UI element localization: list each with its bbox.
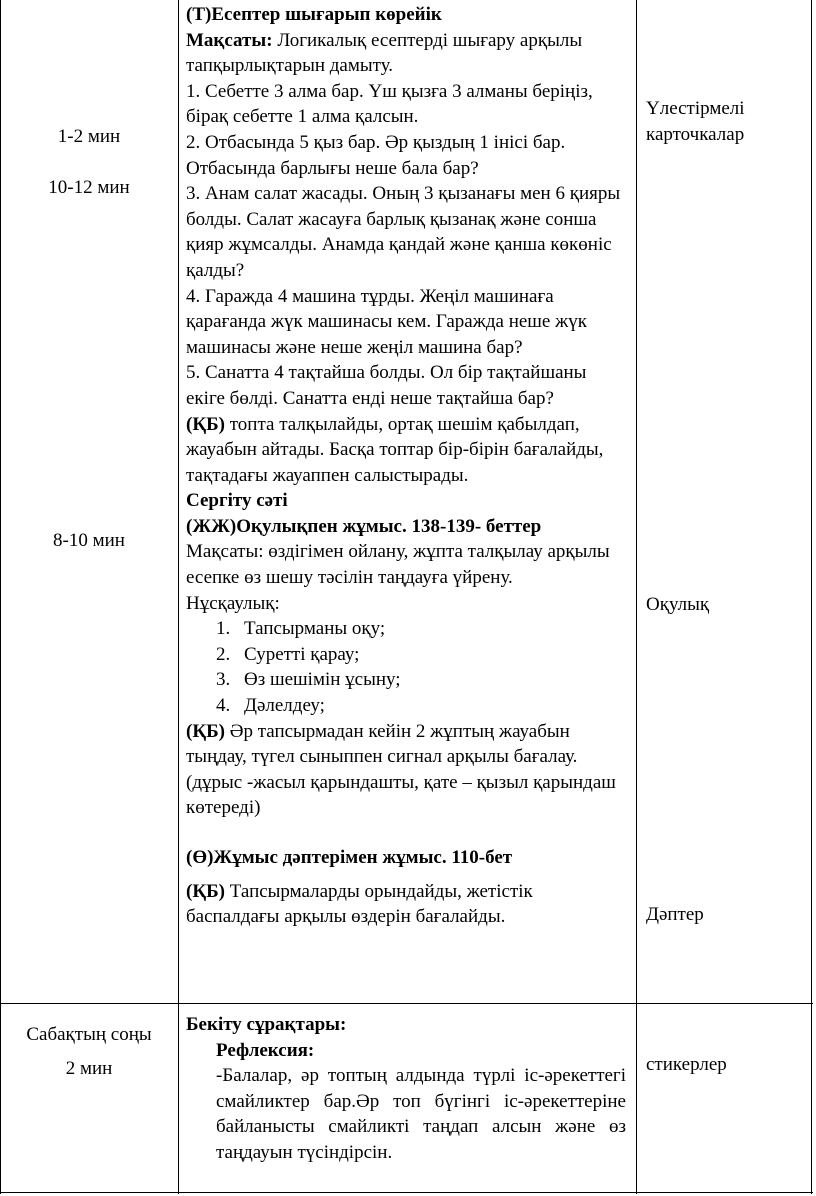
- kb-label: (ҚБ): [186, 880, 225, 902]
- problem-5: 5. Санатта 4 тақтайша болды. Ол бір тақтайшаны екіге бөлді. Санатта енді неше тақтайша бар?: [186, 362, 587, 409]
- kb-paragraph-3: [186, 879, 626, 930]
- column-divider-2: [636, 0, 637, 1194]
- list-item: 4. Дәлелдеу;: [216, 695, 325, 717]
- kb-label: (ҚБ): [186, 720, 225, 742]
- closing-content: [186, 1012, 626, 1166]
- time-end-min: 2 мин: [65, 1058, 113, 1079]
- sergitu-title: Сергіту сәті: [186, 490, 288, 512]
- resource-textbook: Оқулық: [646, 594, 710, 615]
- workbook-title: (Ө)Жұмыс дәптерімен жұмыс. 110-бет: [186, 847, 513, 868]
- resource-stickers: стикерлер: [646, 1054, 727, 1075]
- kb-text: Әр тапсырмадан кейін 2 жұптың жауабын тыңдау, түгел сыныппен сигнал арқылы бағалау. (дұрыс -жасыл қарындашты, қате – қызыл қарындаш көтереді): [186, 720, 616, 819]
- closing-title: Бекіту сұрақтары:: [186, 1014, 347, 1035]
- goal-text: Логикалық есептерді шығару арқылы тапқырлықтарын дамыту.: [186, 29, 583, 77]
- column-divider-1: [178, 0, 179, 1194]
- time-end: Сабақтың соңы: [26, 1024, 152, 1045]
- list-item: 2. Суретті қарау;: [216, 643, 360, 665]
- resource-notebook: Дәптер: [646, 904, 704, 925]
- jj-goal: Мақсаты: өздігімен ойлану, жұпта талқылау арқылы есепке өз шешу тәсілін таңдауға үйрену.: [186, 541, 610, 589]
- jj-title: (ЖЖ)Оқулықпен жұмыс. 138-139- беттер: [186, 515, 542, 537]
- time-3: 8-10 мин: [53, 530, 125, 551]
- kb-paragraph-2: [186, 719, 626, 821]
- section-title: (Т)Есептер шығарып көрейік: [186, 4, 442, 25]
- problem-2: 2. Отбасында 5 қыз бар. Әр қыздың 1 інісі бар. Отбасында барлығы неше бала бар?: [186, 131, 566, 179]
- instructions-label: Нұсқаулық:: [186, 592, 280, 614]
- problem-3: 3. Анам салат жасады. Оның 3 қызанағы мен 6 қияры болды. Салат жасауға барлық қызанақ және сонша қияр жұмсалды. Анамда қандай және қанша көкөніс қалды?: [186, 183, 621, 281]
- goal-paragraph: [186, 28, 626, 79]
- kb-text: Тапсырмаларды орындайды, жетістік баспалдағы арқылы өздерін бағалайды.: [186, 880, 533, 928]
- instructions-list: [186, 616, 626, 718]
- table-border-right: [811, 0, 812, 1194]
- activity-content: [186, 2, 626, 930]
- time-1: 1-2 мин: [57, 126, 121, 147]
- problem-4: 4. Гаражда 4 машина тұрды. Жеңіл машинаға қарағанда жүк машинасы кем. Гаражда неше жүк машинасы және неше жеңіл машина бар?: [186, 285, 587, 358]
- time-2: 10-12 мин: [48, 177, 130, 198]
- reflection-label: Рефлексия:: [216, 1039, 315, 1061]
- goal-label: Мақсаты:: [186, 29, 273, 51]
- problem-1: 1. Себетте 3 алма бар. Үш қызға 3 алманы беріңіз, бірақ себетте 1 алма қалсын.: [186, 80, 593, 128]
- table-border-bottom: [0, 1192, 813, 1193]
- resource-cards: Үлестірмелі карточкалар: [646, 98, 745, 145]
- list-item: 3. Өз шешімін ұсыну;: [216, 669, 401, 691]
- list-item: 1. Тапсырманы оқу;: [216, 618, 386, 640]
- row-divider: [0, 1003, 813, 1004]
- kb-text: топта талқылайды, ортақ шешім қабылдап, жауабын айтады. Басқа топтар бір-бірін бағалайды, тақтадағы жауаппен салыстырады.: [186, 413, 604, 486]
- reflection-text: -Балалар, әр топтың алдында түрлі іс-әрекеттегі смайликтер бар.Әр топ бүгінгі іс-әрекеттеріне байланысты смайликті таңдап алсын және өз таңдауын түсіндірсін.: [216, 1065, 626, 1163]
- kb-paragraph-1: [186, 412, 626, 489]
- kb-label: (ҚБ): [186, 413, 225, 435]
